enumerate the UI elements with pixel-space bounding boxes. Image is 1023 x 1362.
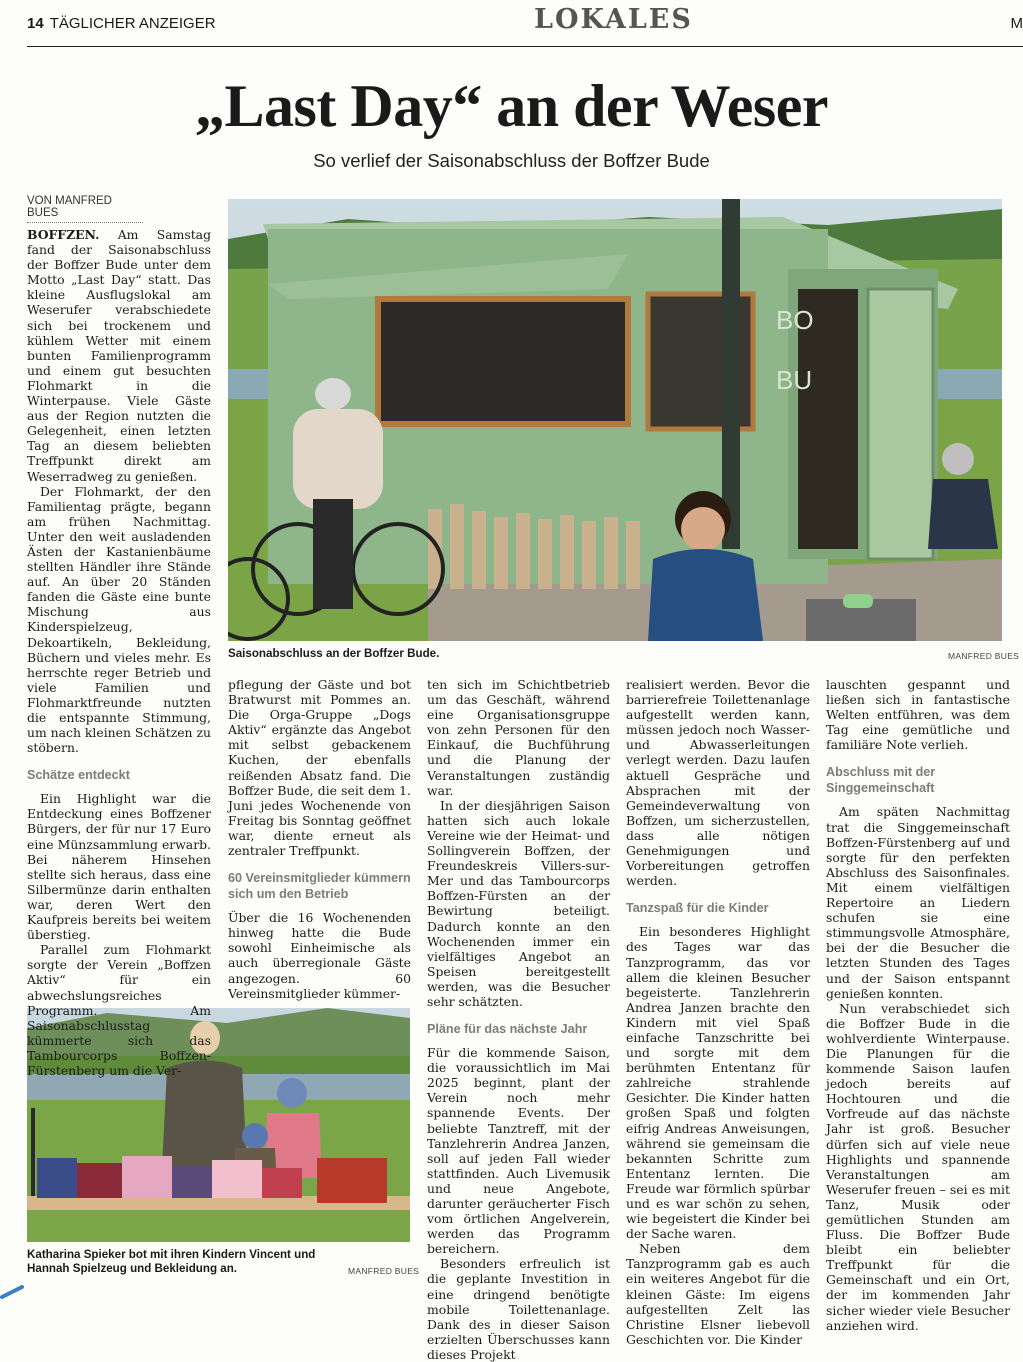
- subheading: 60 Vereinsmitglieder kümmern sich um den Betrieb: [228, 870, 411, 902]
- section-title: LOKALES: [534, 4, 693, 35]
- paragraph: Am späten Nachmittag trat die Singgemeinschaft Boffzen-Fürstenberg auf und sorgte für den perfekten Abschluss des Saisonfinales. Mit einem vielfältigen Repertoire an Liedern schufen sie eine stimmungsvolle Atmosphäre, bei der die Besucher die letzten Stunden des Tages und der Saison entspannt genießen konnten.: [826, 804, 1010, 1000]
- paragraph: Nun verabschiedet sich die Boffzer Bude in die wohlverdiente Winterpause. Die Planungen für die kommende Saison laufen jedoch bereits auf Hochtouren und die Vorfreude auf das nächste Jahr ist groß. Besucher dürfen sich auf viele neue Highlights und spannende Veranstaltungen am Weserufer freuen – sei es mit Tanz, Musik oder gemütlichen Stunden am Fluss. Die Boffzer Bude bleibt ein beliebter Treffpunkt für die Gemeinschaft und ein Ort, der im kommenden Jahr sicher wieder viele Besucher anziehen wird.: [826, 1001, 1010, 1333]
- article-title: „Last Day“ an der Weser: [0, 72, 1023, 141]
- paragraph: In der diesjährigen Saison hatten sich auch lokale Vereine wie der Heimat- und Sollingverein Boffzen, der Freundeskreis Villers-sur-Mer und das Tambourcorps Boffzen-Fürsten an der Bewirtung beteiligt. Dadurch konnte an den Wochenenden immer ein vielfältiges Angebot an Speisen bereitgestellt werden, was die Besucher sehr schätzten.: [427, 798, 610, 1009]
- small-photo-credit: MANFRED BUES: [348, 1266, 419, 1276]
- paragraph-text: Am Samstag fand der Saisonabschluss der Boffzer Bude unter dem Motto „Last Day“ statt. Das kleine Ausflugslokal am Weserufer verabschiedete sich bei trockenem und kühlem Wetter mit einem bunten Familienprogramm und einem gut besuchten Flohmarkt in die Winterpause. Viele Gäste aus der Region nutzten die Gelegenheit, einen letzten Tag an diesem beliebten Treffpunkt direkt am Weserradweg zu genießen.: [27, 227, 211, 484]
- column-2: [228, 677, 411, 1001]
- column-1: [27, 227, 211, 1078]
- paragraph: Besonders erfreulich ist die geplante Investition in eine dringend benötigte mobile Toilettenanlage. Dank des in dieser Saison erzielten Überschusses kann dieses Projekt: [427, 1256, 610, 1362]
- subheading: Pläne für das nächste Jahr: [427, 1021, 610, 1037]
- next-page-edge: M: [1011, 15, 1023, 32]
- main-photo-credit: MANFRED BUES: [948, 651, 1019, 661]
- sign-letters-bo: BO: [776, 305, 814, 335]
- sign-letters-bu: BU: [776, 365, 812, 395]
- newspaper-name: TÄGLICHER ANZEIGER: [50, 15, 216, 32]
- main-photo-caption: Saisonabschluss an der Boffzer Bude.: [228, 647, 728, 661]
- paragraph: realisiert werden. Bevor die barrierefreie Toilettenanlage aufgestellt werden kann, müssen jedoch noch Wasser- und Abwasserleitungen verlegt werden. Dazu laufen aktuell Gespräche und Absprachen mit der Gemeindeverwaltung von Boffzen, um sicherzustellen, dass alle nötigen Genehmigungen und Vorbereitungen getroffen werden.: [626, 677, 810, 888]
- paragraph: Über die 16 Wochenenden hinweg hatte die Bude sowohl Einheimische als auch überregionale Gäste angezogen. 60 Vereinsmitglieder kümmer-: [228, 910, 411, 1001]
- paragraph: lauschten gespannt und ließen sich in fantastische Welten entführen, was dem Tag eine gemütliche und familiäre Note verlieh.: [826, 677, 1010, 752]
- paragraph: Neben dem Tanzprogramm gab es auch ein weiteres Angebot für die kleinen Gäste: Im eigens aufgestellten Zelt las Christine Elsner liebevoll Geschichten vor. Die Kinder: [626, 1241, 810, 1347]
- page-info: [27, 15, 216, 32]
- subheading: Abschluss mit der Singgemeinschaft: [826, 764, 1010, 796]
- paragraph: pflegung der Gäste und bot Bratwurst mit Pommes an. Die Orga-Gruppe „Dogs Aktiv“ ergänzte das Angebot mit selbst gebackenem Kuchen, der ebenfalls reißenden Absatz fand. Die Boffzer Bude, die seit dem 1. Juni jedes Wochenende von Freitag bis Sonntag geöffnet war, diente erneut als zentraler Treffpunkt.: [228, 677, 411, 858]
- paragraph: [27, 227, 211, 484]
- column-5: [826, 677, 1010, 1333]
- paragraph: Ein Highlight war die Entdeckung eines Boffzener Bürgers, der für nur 17 Euro eine Münzsammlung erwarb. Bei näherem Hinsehen stellte sich heraus, dass eine Silbermünze darin enthalten war, deren Wert den Kaufpreis bereits bei weitem überstieg.: [27, 791, 211, 942]
- byline: VON MANFRED BUES: [27, 195, 143, 223]
- paragraph: ten sich im Schichtbetrieb um das Geschäft, während eine Organisationsgruppe von zehn Personen für den Einkauf, die Buchführung und die Planung der Veranstaltungen zuständig war.: [427, 677, 610, 798]
- column-3: [427, 677, 610, 1362]
- article-subtitle: So verlief der Saisonabschluss der Boffzer Bude: [0, 150, 1023, 172]
- paragraph: Ein besonderes Highlight des Tages war das Tanzprogramm, das vor allem die kleinen Besucher begeisterte. Tanzlehrerin Andrea Janzen brachte den Kindern mit viel Spaß einfache Tanzschritte bei und sorgte mit dem berühmten Ententanz für zahlreiche strahlende Gesichter. Die Kinder hatten großen Spaß und folgten eifrig Andreas Anweisungen, während sie gemeinsam die bekannten Schritte zum Ententanz lernten. Die Freude war förmlich spürbar und es war schön zu sehen, wie begeistert die Kinder bei der Sache waren.: [626, 924, 810, 1241]
- paragraph: Der Flohmarkt, der den Familientag prägte, begann am frühen Nachmittag. Unter den weit ausladenden Ästen der Kastanienbäume stellten Händler ihre Stände auf. An über 20 Ständen fanden die Gäste eine bunte Mischung aus Kinderspielzeug, Dekoartikeln, Bekleidung, Büchern und vieles mehr. Es herrschte reger Betrieb und viele Familien und Flohmarktfreunde nutzten die entspannte Stimmung, um nach kleinen Schätzen zu stöbern.: [27, 484, 211, 756]
- column-4: [626, 677, 810, 1347]
- paragraph: Parallel zum Flohmarkt sorgte der Verein „Boffzen Aktiv“ für ein abwechslungsreiches Programm. Am Saisonabschlusstag kümmerte sich das Tambourcorps Boffzen-Fürstenberg um die Ver-: [27, 942, 211, 1078]
- page-number: 14: [27, 15, 44, 32]
- small-photo-caption: Katharina Spieker bot mit ihren Kindern Vincent und Hannah Spielzeug und Bekleidung an.: [27, 1248, 347, 1276]
- subheading: Tanzspaß für die Kinder: [626, 900, 810, 916]
- main-photo-illustration: [228, 199, 1002, 641]
- page-header: [27, 0, 1023, 47]
- paragraph: Für die kommende Saison, die voraussichtlich im Mai 2025 beginnt, plant der Verein noch mehr spannende Events. Der beliebte Tanztreff, mit der Tanzlehrerin Andrea Janzen, soll auf jeden Fall wieder stattfinden. Auch Livemusik und neue Angebote, darunter geräucherter Fisch vom örtlichen Angelverein, werden das Programm bereichern.: [427, 1045, 610, 1256]
- main-photo: [228, 199, 1002, 641]
- corner-mark-icon: [0, 1285, 30, 1299]
- subheading: Schätze entdeckt: [27, 767, 211, 783]
- dateline: BOFFZEN.: [27, 227, 99, 242]
